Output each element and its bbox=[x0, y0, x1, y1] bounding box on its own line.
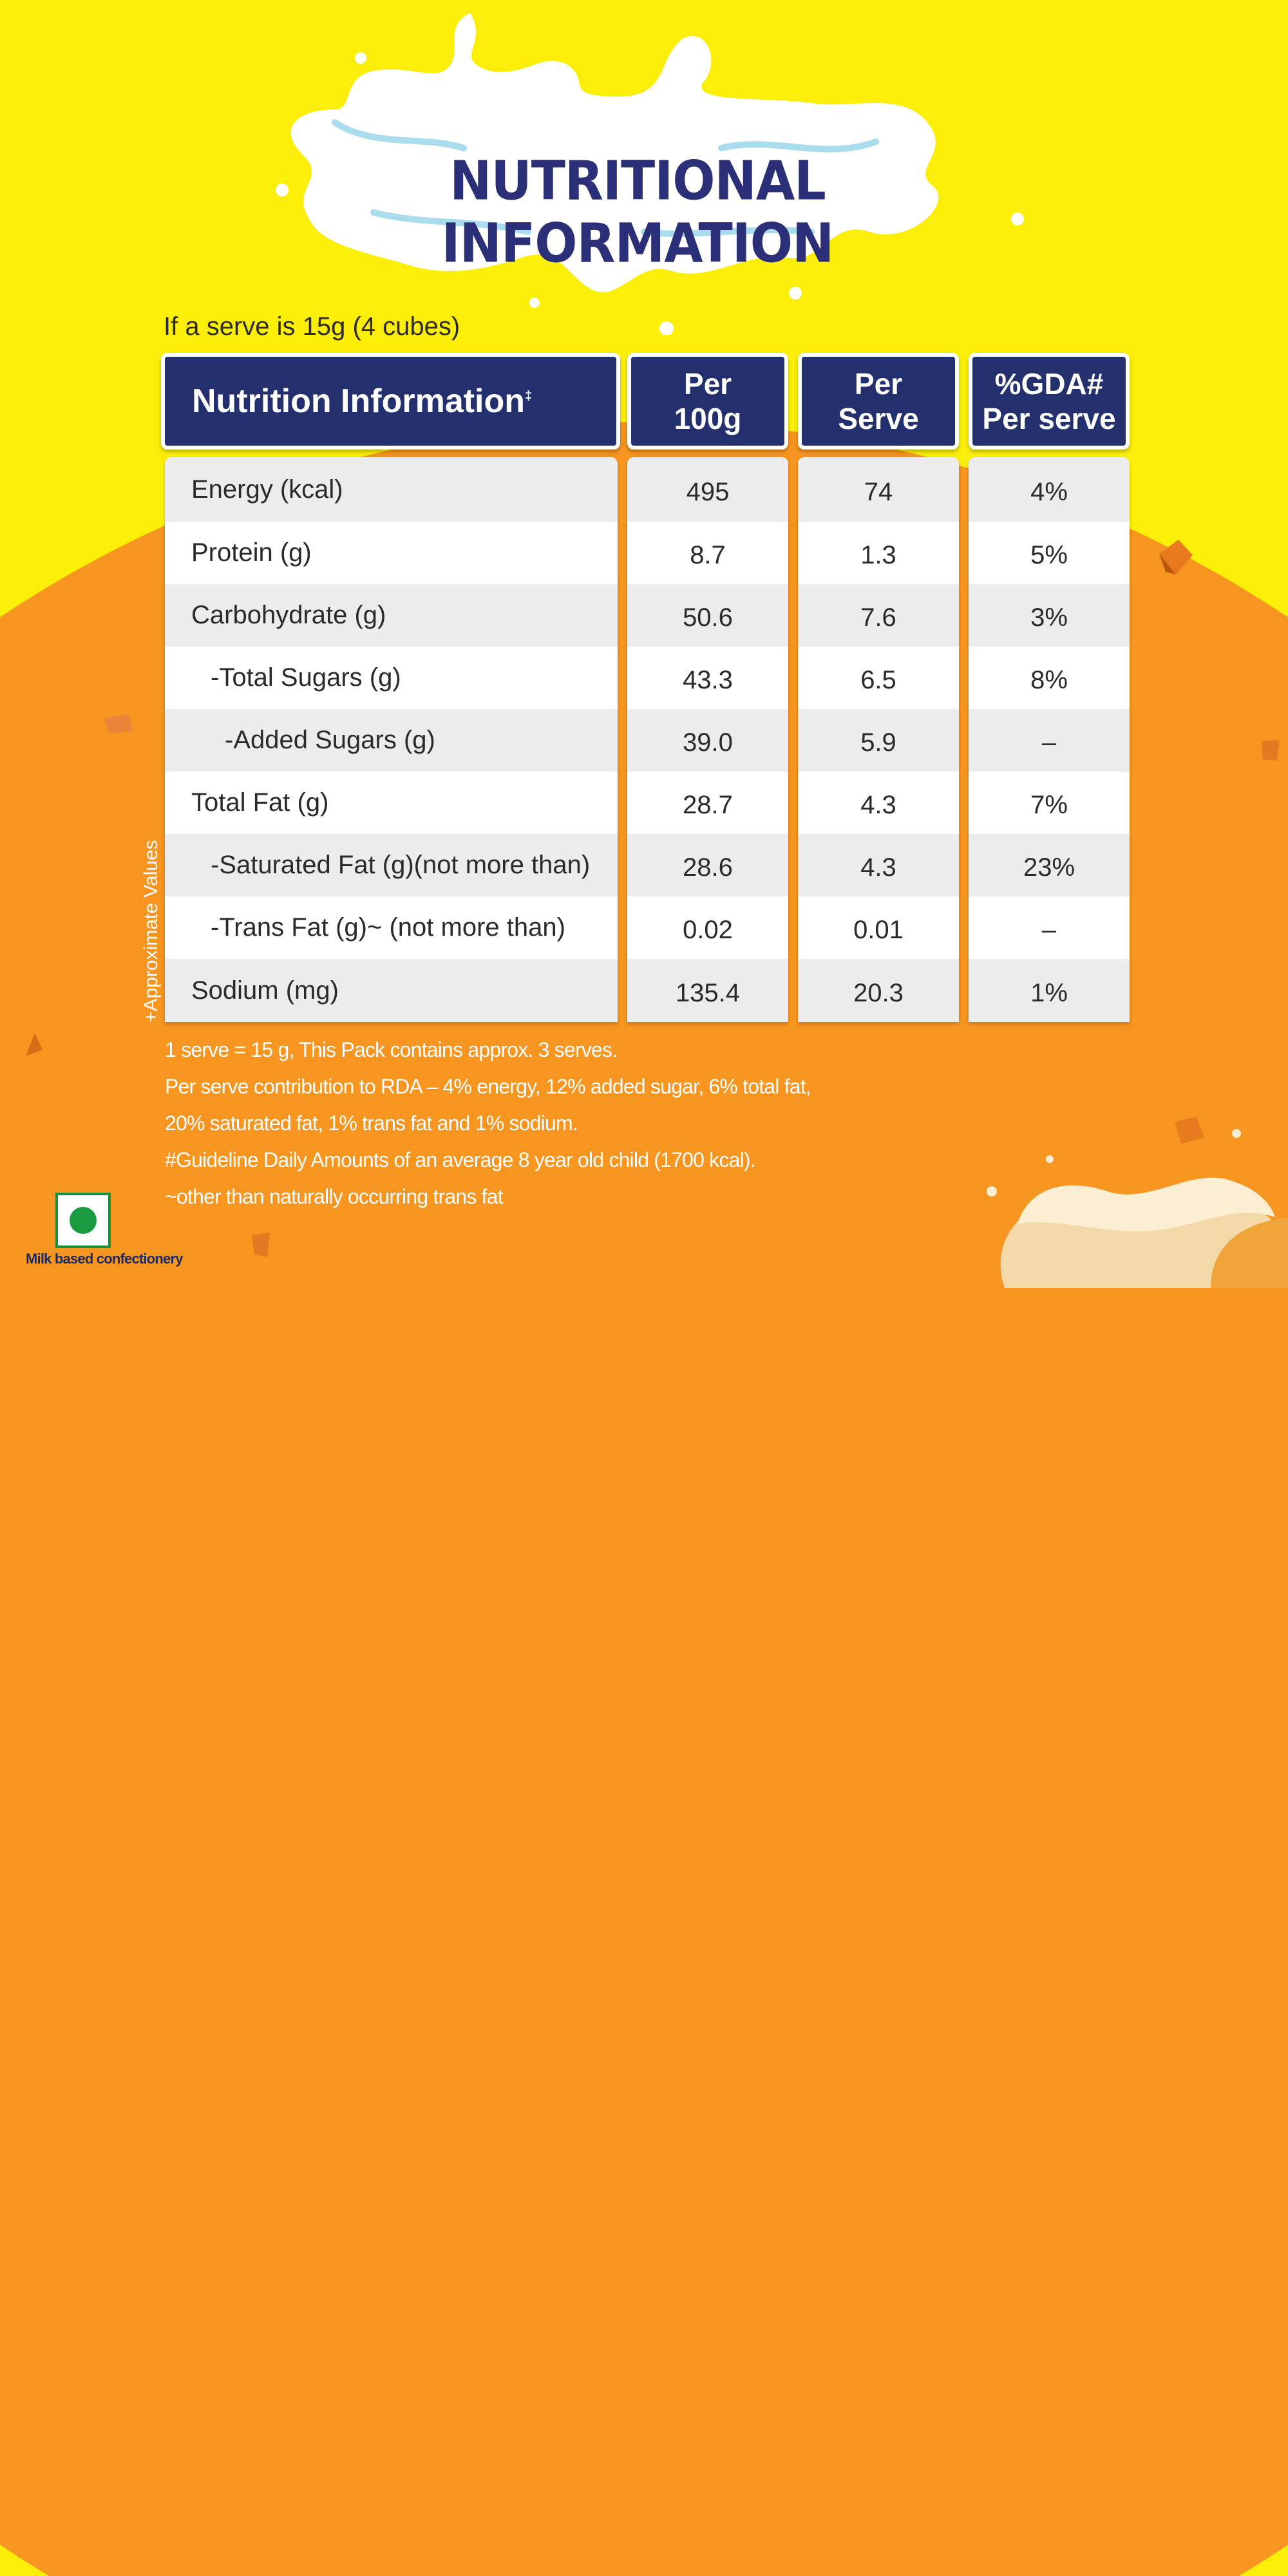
header-per-100g-line1: Per bbox=[683, 367, 732, 401]
caramel-chunk-graphic bbox=[1259, 737, 1282, 763]
veg-dot bbox=[70, 1207, 97, 1234]
value-per-serve: 20.3 bbox=[853, 978, 904, 1007]
row-label: Energy (kcal) bbox=[191, 475, 343, 504]
column-gda-per-serve bbox=[969, 457, 1130, 1022]
table-cell bbox=[627, 896, 788, 959]
milk-cup-graphic bbox=[966, 1121, 1288, 1288]
footnotes bbox=[165, 1036, 873, 1219]
footnote: Per serve contribution to RDA – 4% energy, 12% added sugar, 6% total fat, bbox=[165, 1075, 811, 1098]
footnote: 1 serve = 15 g, This Pack contains approx. 3 serves. bbox=[165, 1038, 618, 1061]
column-nutrient-labels bbox=[165, 457, 618, 1022]
veg-mark-icon bbox=[55, 1193, 111, 1248]
table-cell bbox=[969, 896, 1130, 959]
table-cell bbox=[627, 959, 788, 1022]
row-label: -Trans Fat (g)~ (not more than) bbox=[211, 913, 565, 942]
table-cell bbox=[627, 457, 788, 522]
value-gda: – bbox=[1041, 916, 1057, 944]
table-row bbox=[165, 457, 618, 522]
table-cell bbox=[969, 522, 1130, 584]
footnote: ~other than naturally occurring trans fat bbox=[165, 1185, 503, 1208]
table-cell bbox=[798, 709, 959, 772]
caramel-chunk-graphic bbox=[1153, 535, 1198, 580]
table-cell bbox=[969, 584, 1130, 647]
row-label: -Added Sugars (g) bbox=[225, 726, 435, 754]
value-gda: 1% bbox=[1030, 978, 1068, 1007]
value-gda: 4% bbox=[1030, 477, 1068, 506]
value-per-100g: 28.6 bbox=[683, 853, 733, 882]
table-cell bbox=[798, 522, 959, 584]
header-per-serve bbox=[798, 353, 959, 450]
table-row bbox=[165, 772, 618, 834]
row-label: Sodium (mg) bbox=[191, 976, 339, 1005]
value-per-serve: 74 bbox=[864, 477, 893, 506]
header-nutrient-mark: ‡ bbox=[525, 389, 533, 403]
value-gda: 7% bbox=[1030, 791, 1068, 819]
table-cell bbox=[798, 584, 959, 647]
value-per-100g: 8.7 bbox=[690, 541, 726, 569]
table-cell bbox=[798, 834, 959, 896]
value-per-serve: 4.3 bbox=[860, 853, 896, 882]
table-cell bbox=[969, 959, 1130, 1022]
caramel-chunk-graphic bbox=[22, 1030, 45, 1060]
table-cell bbox=[627, 709, 788, 772]
serve-size-note: If a serve is 15g (4 cubes) bbox=[164, 312, 460, 341]
header-per-serve-line2: Serve bbox=[838, 402, 919, 435]
caramel-chunk-graphic bbox=[248, 1230, 274, 1260]
value-per-100g: 135.4 bbox=[675, 978, 741, 1007]
table-row bbox=[165, 896, 618, 959]
table-cell bbox=[627, 647, 788, 709]
value-per-serve: 0.01 bbox=[853, 916, 904, 944]
table-cell bbox=[798, 896, 959, 959]
table-cell bbox=[798, 772, 959, 834]
table-cell bbox=[969, 457, 1130, 522]
table-cell bbox=[627, 834, 788, 896]
row-label: -Total Sugars (g) bbox=[211, 663, 401, 692]
table-cell bbox=[798, 959, 959, 1022]
value-per-serve: 5.9 bbox=[860, 728, 896, 757]
veg-mark-label: Milk based confectionery bbox=[26, 1251, 183, 1267]
footnote: #Guideline Daily Amounts of an average 8 year old child (1700 kcal). bbox=[165, 1148, 755, 1171]
table-cell bbox=[798, 457, 959, 522]
value-per-100g: 43.3 bbox=[683, 666, 733, 694]
value-gda: 3% bbox=[1030, 603, 1068, 632]
row-label: Carbohydrate (g) bbox=[191, 601, 386, 629]
value-gda: 8% bbox=[1030, 666, 1068, 694]
table-row bbox=[165, 709, 618, 772]
caramel-chunk-graphic bbox=[103, 712, 135, 737]
table-row bbox=[165, 522, 618, 584]
table-cell bbox=[627, 522, 788, 584]
header-nutrition-information bbox=[161, 353, 620, 450]
caramel-chunk-graphic bbox=[1172, 1114, 1207, 1146]
header-gda-line2: Per serve bbox=[982, 402, 1116, 435]
value-per-100g: 0.02 bbox=[683, 916, 733, 944]
table-cell bbox=[798, 647, 959, 709]
table-cell bbox=[627, 584, 788, 647]
header-per-100g bbox=[627, 353, 788, 450]
table-row bbox=[165, 647, 618, 709]
table-cell bbox=[969, 834, 1130, 896]
table-cell bbox=[627, 772, 788, 834]
value-per-serve: 1.3 bbox=[860, 541, 896, 569]
table-row bbox=[165, 834, 618, 896]
row-label: Protein (g) bbox=[191, 538, 312, 567]
value-per-100g: 28.7 bbox=[683, 791, 733, 819]
header-gda-per-serve bbox=[969, 353, 1130, 450]
page-title: NUTRITIONAL INFORMATION bbox=[441, 149, 834, 276]
table-row bbox=[165, 959, 618, 1022]
table-cell bbox=[969, 647, 1130, 709]
value-per-100g: 50.6 bbox=[683, 603, 733, 632]
row-label: -Saturated Fat (g)(not more than) bbox=[211, 851, 591, 879]
value-gda: 23% bbox=[1023, 853, 1075, 882]
column-per-serve bbox=[798, 457, 959, 1022]
footnote: 20% saturated fat, 1% trans fat and 1% sodium. bbox=[165, 1112, 578, 1135]
approximate-values-note: +Approximate Values bbox=[140, 840, 162, 1023]
value-per-serve: 4.3 bbox=[860, 791, 896, 819]
table-cell bbox=[969, 709, 1130, 772]
header-nutrient-label: Nutrition Information bbox=[192, 383, 526, 420]
table-row bbox=[165, 584, 618, 647]
column-per-100g bbox=[627, 457, 788, 1022]
table-cell bbox=[969, 772, 1130, 834]
header-per-100g-line2: 100g bbox=[674, 402, 742, 435]
value-gda: – bbox=[1041, 728, 1057, 757]
value-gda: 5% bbox=[1030, 541, 1068, 569]
header-per-serve-line1: Per bbox=[854, 367, 903, 401]
value-per-100g: 39.0 bbox=[683, 728, 733, 757]
value-per-serve: 7.6 bbox=[860, 603, 896, 632]
value-per-serve: 6.5 bbox=[860, 666, 896, 694]
header-gda-line1: %GDA# bbox=[994, 367, 1104, 401]
row-label: Total Fat (g) bbox=[191, 788, 329, 817]
value-per-100g: 495 bbox=[686, 477, 730, 506]
